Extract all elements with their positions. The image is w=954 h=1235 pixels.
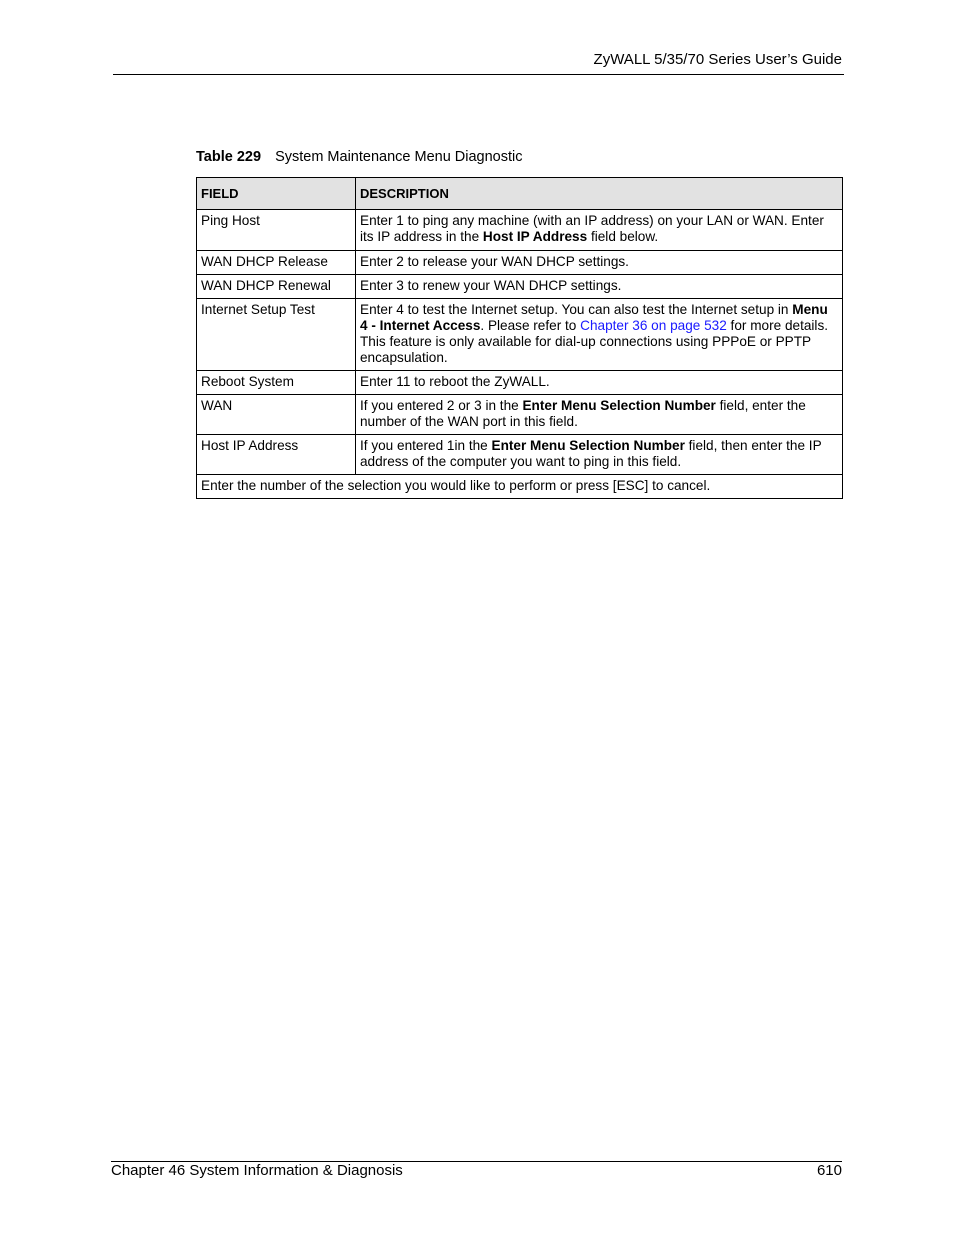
description-cell: [356, 299, 843, 371]
column-header-field: FIELD: [197, 178, 356, 210]
table-header-row: [197, 178, 843, 210]
field-cell: Ping Host: [197, 210, 356, 251]
description-text: . Please refer to: [480, 318, 581, 333]
field-cell: Reboot System: [197, 371, 356, 395]
description-text: Enter 1 to ping any machine (with an IP address) on your LAN or WAN. Enter its IP address in the: [360, 213, 824, 244]
description-text: field, enter the number of the WAN port in this field.: [360, 398, 806, 429]
table-row: [197, 395, 843, 435]
description-bold-term: Enter Menu Selection Number: [522, 398, 716, 413]
table-caption: [196, 149, 523, 165]
description-bold-term: Host IP Address: [482, 229, 588, 244]
table-row: [197, 251, 843, 275]
description-text: Enter 4 to test the Internet setup. You can also test the Internet setup in: [360, 302, 793, 317]
field-cell: Internet Setup Test: [197, 299, 356, 371]
field-cell: Host IP Address: [197, 435, 356, 475]
description-cell: [356, 435, 843, 475]
table-footer-row: [197, 475, 843, 499]
description-cell: Enter 3 to renew your WAN DHCP settings.: [356, 275, 843, 299]
table-footer-note: Enter the number of the selection you would like to perform or press [ESC] to cancel.: [197, 475, 843, 499]
footer-chapter-title: Chapter 46 System Information & Diagnosis: [111, 1162, 403, 1179]
description-bold-term: Menu 4 - Internet Access: [360, 302, 828, 333]
description-cell: Enter 11 to reboot the ZyWALL.: [356, 371, 843, 395]
description-text: field below.: [587, 229, 659, 244]
field-cell: WAN: [197, 395, 356, 435]
table-caption-label: Table 229: [196, 149, 262, 165]
column-header-description: DESCRIPTION: [356, 178, 843, 210]
chapter-cross-reference-link[interactable]: Chapter 36 on page 532: [580, 318, 727, 333]
diagnostic-table: [196, 177, 843, 499]
description-text: for more details. This feature is only available for dial-up connections using PPPoE or PPTP encapsulation.: [360, 318, 829, 365]
table-row: [197, 210, 843, 251]
description-bold-term: Enter Menu Selection Number: [491, 438, 685, 453]
table-row: [197, 435, 843, 475]
description-cell: [356, 210, 843, 251]
description-cell: [356, 395, 843, 435]
table-row: [197, 275, 843, 299]
description-cell: Enter 2 to release your WAN DHCP settings.: [356, 251, 843, 275]
field-cell: WAN DHCP Renewal: [197, 275, 356, 299]
description-text: If you entered 2 or 3 in the: [360, 398, 523, 413]
table-row: [197, 299, 843, 371]
description-text: If you entered 1in the: [360, 438, 492, 453]
table-caption-text: System Maintenance Menu Diagnostic: [275, 149, 523, 165]
header-divider: [113, 74, 844, 75]
field-cell: WAN DHCP Release: [197, 251, 356, 275]
description-text: field, then enter the IP address of the computer you want to ping in this field.: [360, 438, 822, 469]
table-row: [197, 371, 843, 395]
running-header-title: ZyWALL 5/35/70 Series User’s Guide: [593, 51, 842, 68]
footer-page-number: 610: [816, 1162, 842, 1179]
